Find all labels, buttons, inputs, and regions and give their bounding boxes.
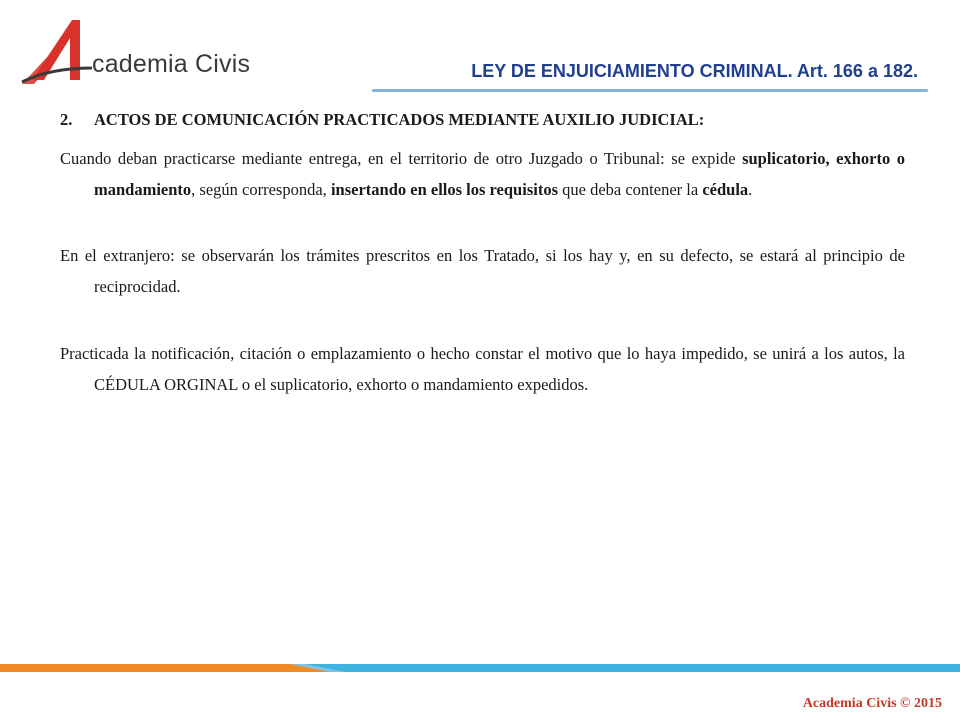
paragraph-domestic	[60, 143, 905, 205]
paragraph-notification: Practicada la notificación, citación o emplazamiento o hecho constar el motivo que lo haya impedido, se unirá a los autos, la CÉDULA ORGINAL o el suplicatorio, exhorto o mandamiento expedidos.	[60, 344, 905, 394]
p1-text-1: Cuando deban practicarse mediante entrega, en el territorio de otro Juzgado o Tribunal: se expide	[60, 149, 743, 168]
footer-color-bar	[0, 662, 960, 674]
footer-copyright: Academia Civis © 2015	[802, 696, 942, 711]
p1-bold-3: cédula	[702, 180, 749, 199]
p1-text-4: .	[748, 180, 753, 199]
page-title: LEY DE ENJUICIAMIENTO CRIMINAL. Art. 166 a 182.	[471, 61, 918, 81]
title-underline	[372, 89, 928, 92]
logo-wordmark: cademia Civis	[92, 50, 251, 78]
section-number: 2.	[60, 110, 73, 129]
p1-bold-1: suplicatorio, exhorto o mandamiento	[94, 149, 905, 199]
section-heading-text: ACTOS DE COMUNICACIÓN PRACTICADOS MEDIANTE AUXILIO JUDICIAL:	[94, 110, 705, 129]
paragraph-foreign: En el extranjero: se observarán los trámites prescritos en los Tratado, si los hay y, en su defecto, se estará al principio de reciprocidad.	[60, 246, 905, 296]
p1-text-3: que deba contener la	[558, 180, 703, 199]
slide-content	[60, 110, 905, 400]
p1-bold-2: insertando en ellos los requisitos	[330, 180, 558, 199]
section-heading	[60, 110, 905, 130]
p1-text-2: , según corresponda,	[191, 180, 331, 199]
